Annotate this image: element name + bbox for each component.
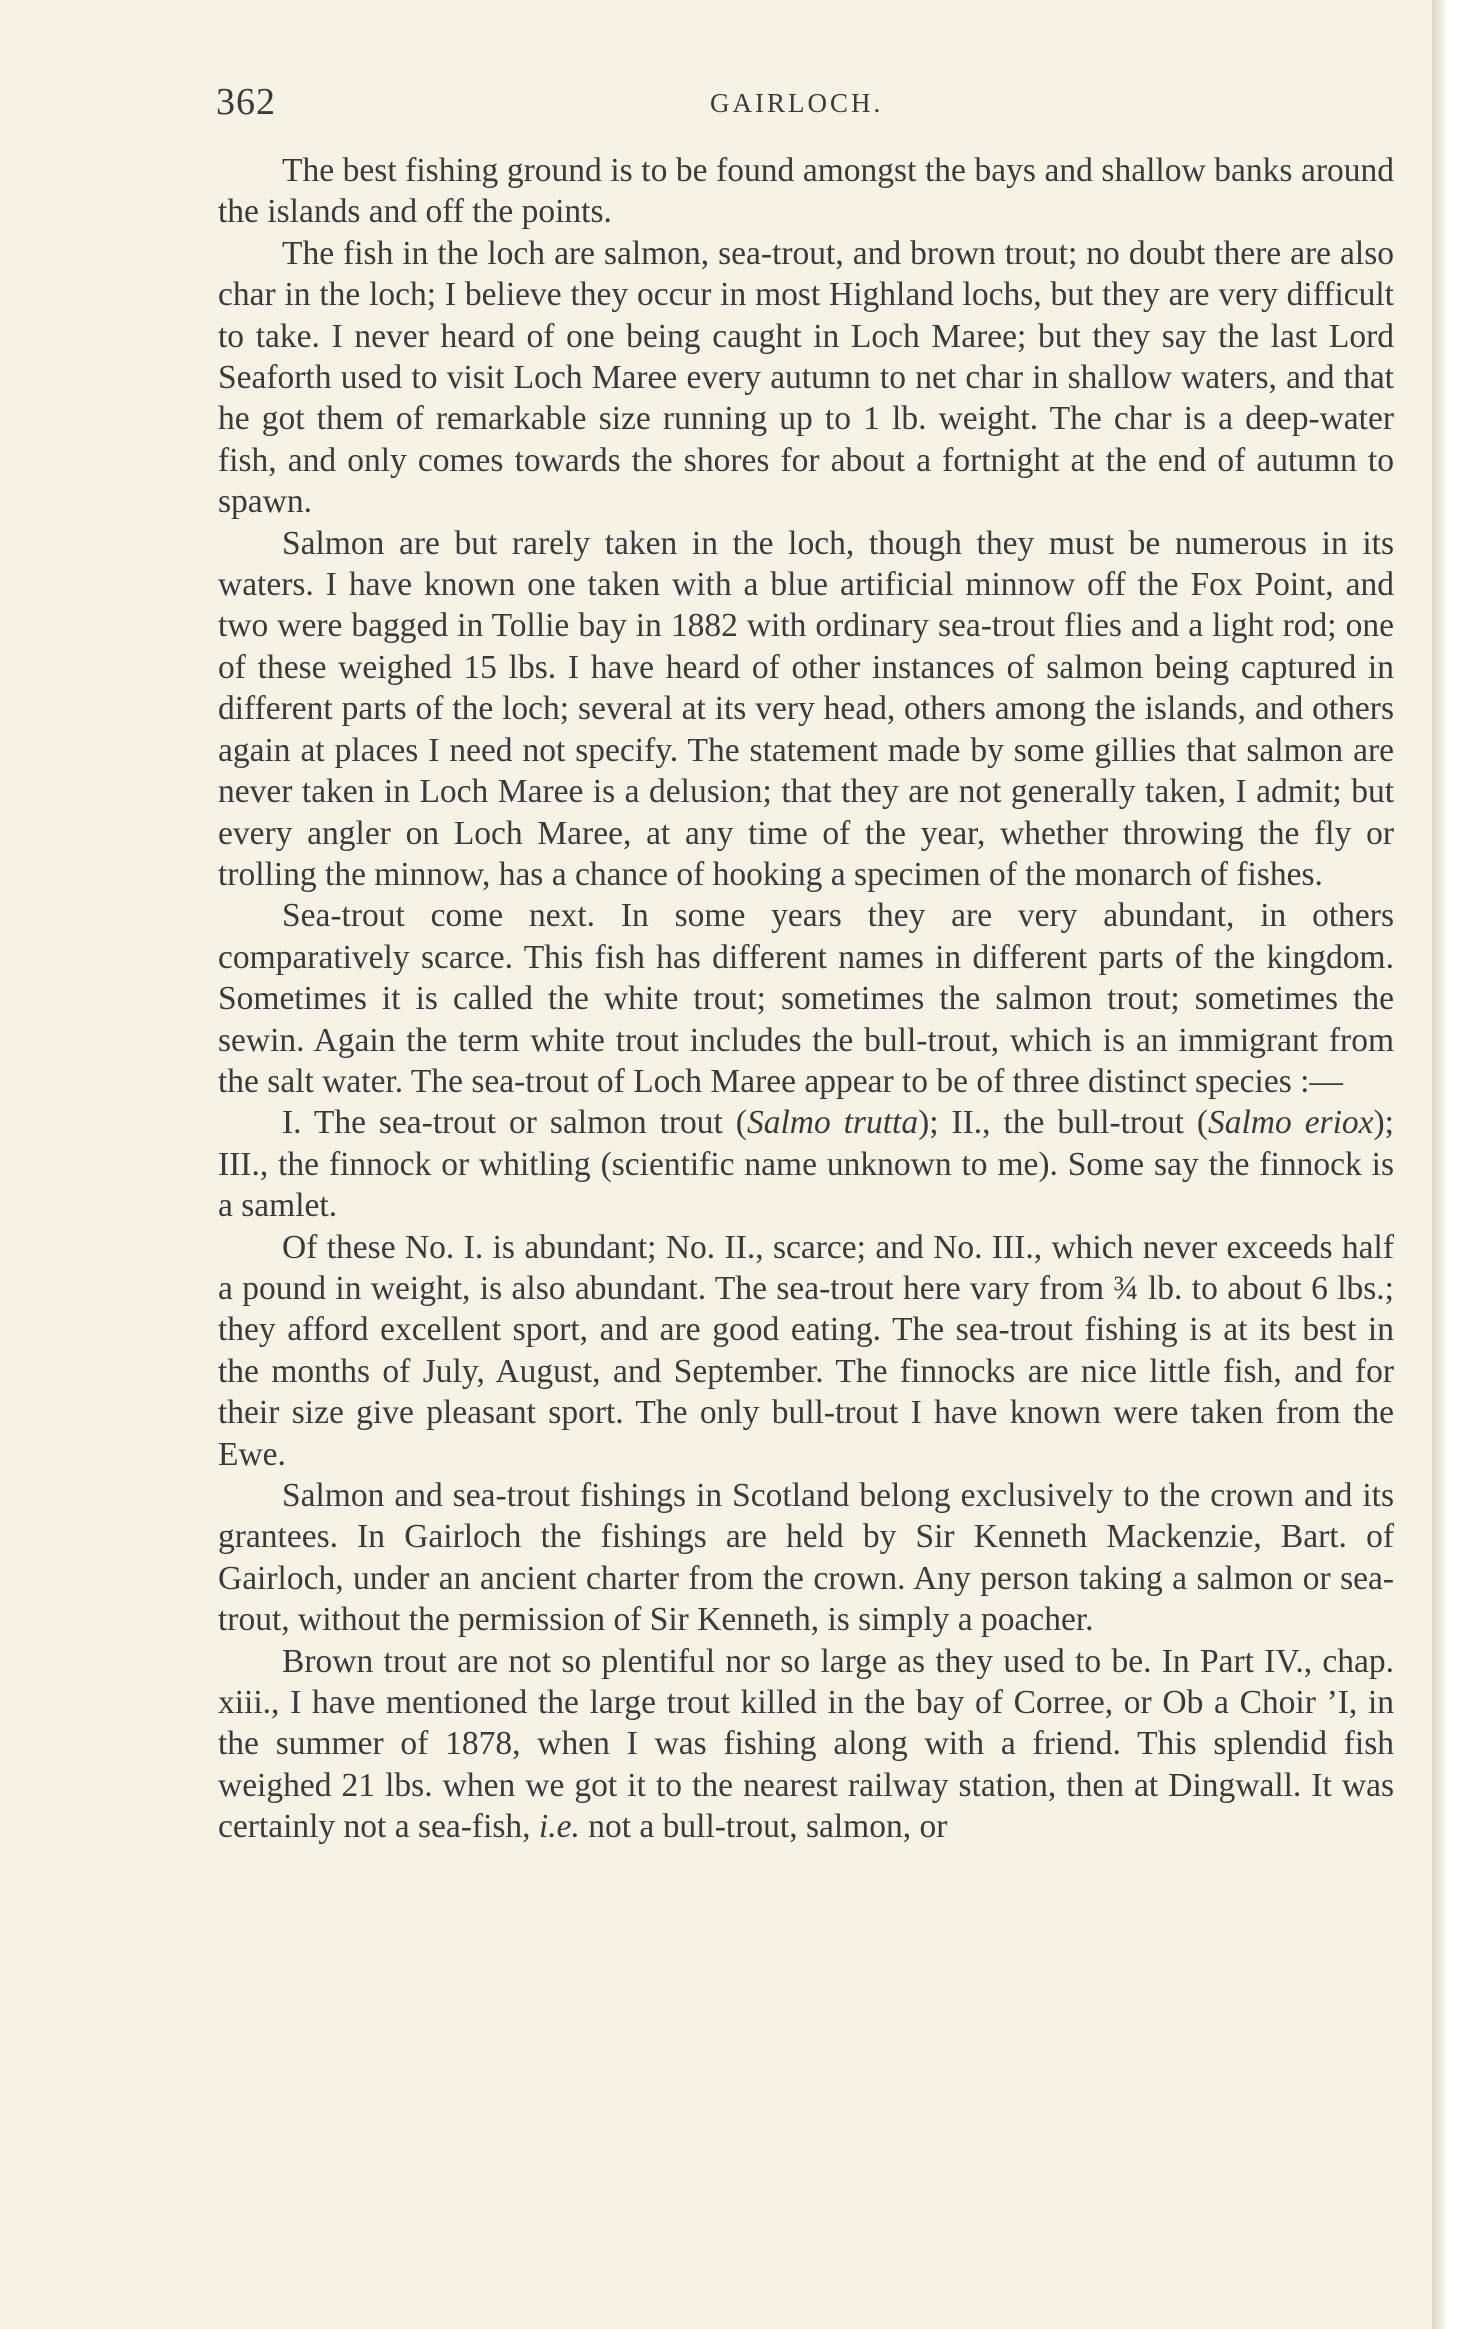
text-run: Of these No. I. is abundant; No. II., scarce; and No. III., which never exceeds half a pound in weight, is also abundant. The sea-trout here vary from ¾ lb. to about 6 lbs.; they afford excellent sport, and are good eating. The sea-trout fishing is at its best in the months of July, August, and September. The finnocks are nice little fish, and for their size give pleasant sport. The only bull-trout I have known were taken from the Ewe. [218, 1228, 1394, 1473]
italic-text: Salmo eriox [1208, 1104, 1374, 1142]
text-run: Salmon are but rarely taken in the loch, though they must be numerous in its waters. I have known one taken with a blue artificial minnow off the Fox Point, and two were bagged in Tollie bay in 1882 with ordinary sea-trout flies and a light rod; one of these weighed 15 lbs. I have heard of other instances of salmon being captured in different parts of the loch; several at its very head, others among the islands, and others again at places I need not specify. The statement made by some gillies that salmon are never taken in Loch Maree is a delusion; that they are not generally taken, I admit; but every angler on Loch Maree, at any time of the year, whether throwing the fly or trolling the minnow, has a chance of hooking a specimen of the monarch of fishes. [218, 524, 1394, 893]
text-run: The fish in the loch are salmon, sea-trout, and brown trout; no doubt there are also char in the loch; I believe they occur in most Highland lochs, but they are very difficult to take. I never heard of one being caught in Loch Maree; but they say the last Lord Seaforth used to visit Loch Maree every autumn to net char in shallow waters, and that he got them of remarkable size running up to 1 lb. weight. The char is a deep-water fish, and only comes towards the shores for about a fortnight at the end of autumn to spawn. [218, 234, 1394, 521]
page-number: 362 [216, 81, 276, 123]
italic-text: Salmo trutta [746, 1104, 919, 1142]
paragraph [218, 895, 1394, 1102]
text-run: Sea-trout come next. In some years they are very abundant, in others comparatively scarce. This fish has different names in different parts of the kingdom. Sometimes it is called the white trout; sometimes the salmon trout; sometimes the sewin. Again the term white trout includes the bull-trout, which is an immigrant from the salt water. The sea-trout of Loch Maree appear to be of three distinct species :— [218, 897, 1394, 1100]
paragraph [218, 233, 1394, 523]
paragraph [218, 1227, 1394, 1475]
header-title: GAIRLOCH. [710, 88, 884, 118]
text-run: Brown trout are not so plentiful nor so large as they used to be. In Part IV., chap. xiii., I have mentioned the large trout killed in the bay of Corree, or Ob a Choir ’I, in the summer of 1878, when I was fishing along with a friend. This splendid fish weighed 21 lbs. when we got it to the nearest railway station, then at Dingwall. It was certainly not a sea-fish, [218, 1642, 1394, 1846]
text-run: ); II., the bull-trout ( [918, 1104, 1208, 1142]
text-run: Salmon and sea-trout fishings in Scotland belong exclusively to the crown and its grantees. In Gairloch the fishings are held by Sir Kenneth Mackenzie, Bart. of Gairloch, under an ancient charter from the crown. Any person taking a salmon or sea-trout, without the permission of Sir Kenneth, is simply a poacher. [218, 1477, 1394, 1639]
italic-text: i.e. [538, 1808, 580, 1846]
paragraph [218, 1641, 1394, 1848]
paragraph [218, 1102, 1394, 1226]
paragraph [218, 523, 1394, 896]
text-run: The best fishing ground is to be found amongst the bays and shallow banks around the islands and off the points. [218, 152, 1394, 231]
text-run: I. The sea-trout or salmon trout ( [282, 1104, 747, 1142]
page-edge [1432, 0, 1460, 2329]
running-head [216, 80, 1400, 140]
text-run: ); III., the finnock or whitling (scientific name unknown to me). Some say the finnock is a samlet. [218, 1104, 1394, 1225]
paragraph [218, 1475, 1394, 1641]
paragraph [218, 150, 1394, 233]
text-run: not a bull-trout, salmon, or [579, 1808, 948, 1846]
body-text [218, 150, 1394, 1848]
